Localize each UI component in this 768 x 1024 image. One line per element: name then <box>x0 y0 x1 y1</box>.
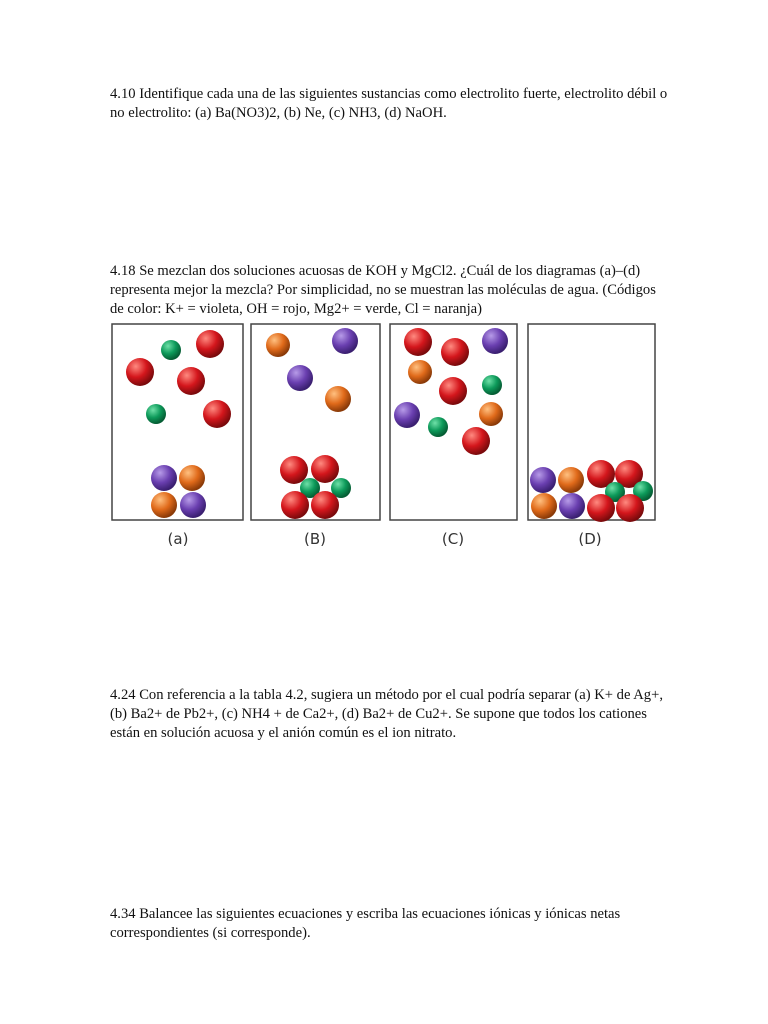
question-4-18-line-2: representa mejor la mezcla? Por simplicidad, no se muestran las moléculas de agua. (Códigos <box>110 282 656 298</box>
oh-ion <box>462 427 490 455</box>
oh-ion <box>280 456 308 484</box>
question-4-10-line-2: no electrolito: (a) Ba(NO3)2, (b) Ne, (c) NH3, (d) NaOH. <box>110 105 447 121</box>
cl-ion <box>266 333 290 357</box>
oh-ion <box>441 338 469 366</box>
oh-ion <box>587 494 615 522</box>
question-4-34-line-1: 4.34 Balancee las siguientes ecuaciones y escriba las ecuaciones iónicas y iónicas netas <box>110 906 621 922</box>
k-ion <box>151 465 177 491</box>
question-4-10 <box>110 85 670 123</box>
k-ion <box>287 365 313 391</box>
question-4-34 <box>110 905 670 943</box>
mg-ion <box>161 340 181 360</box>
oh-ion <box>311 491 339 519</box>
oh-ion <box>616 494 644 522</box>
cl-ion <box>558 467 584 493</box>
cl-ion <box>479 402 503 426</box>
oh-ion <box>177 367 205 395</box>
cl-ion <box>531 493 557 519</box>
panel-a-label: (a) <box>167 530 189 548</box>
cl-ion <box>179 465 205 491</box>
mg-ion <box>482 375 502 395</box>
k-ion <box>482 328 508 354</box>
mg-ion <box>146 404 166 424</box>
cl-ion <box>325 386 351 412</box>
panel-d-label: (D) <box>578 530 602 548</box>
question-4-24-line-1: 4.24 Con referencia a la tabla 4.2, sugiera un método por el cual podría separar (a) K+ de Ag+, <box>110 687 663 703</box>
question-4-24-line-3: están en solución acuosa y el anión común es el ion nitrato. <box>110 725 457 741</box>
question-4-34-line-2: correspondientes (si corresponde). <box>110 925 311 941</box>
oh-ion <box>196 330 224 358</box>
oh-ion <box>281 491 309 519</box>
k-ion <box>530 467 556 493</box>
question-4-18 <box>110 262 670 319</box>
cl-ion <box>151 492 177 518</box>
mg-ion <box>428 417 448 437</box>
oh-ion <box>203 400 231 428</box>
mixture-diagrams-figure <box>110 322 658 548</box>
oh-ion <box>126 358 154 386</box>
oh-ion <box>439 377 467 405</box>
question-4-18-line-3: de color: K+ = violeta, OH = rojo, Mg2+ = verde, Cl = naranja) <box>110 301 482 317</box>
cl-ion <box>408 360 432 384</box>
oh-ion <box>311 455 339 483</box>
question-4-24 <box>110 686 670 743</box>
panel-b-label: (B) <box>304 530 326 548</box>
question-4-18-line-1: 4.18 Se mezclan dos soluciones acuosas de KOH y MgCl2. ¿Cuál de los diagramas (a)–(d) <box>110 263 641 279</box>
question-4-24-line-2: (b) Ba2+ de Pb2+, (c) NH4 + de Ca2+, (d) Ba2+ de Cu2+. Se supone que todos los cationes <box>110 706 647 722</box>
question-4-10-line-1: 4.10 Identifique cada una de las siguientes sustancias como electrolito fuerte, electrolito débil o <box>110 86 668 102</box>
oh-ion <box>404 328 432 356</box>
k-ion <box>559 493 585 519</box>
k-ion <box>180 492 206 518</box>
panel-c-label: (C) <box>441 530 465 548</box>
k-ion <box>394 402 420 428</box>
k-ion <box>332 328 358 354</box>
